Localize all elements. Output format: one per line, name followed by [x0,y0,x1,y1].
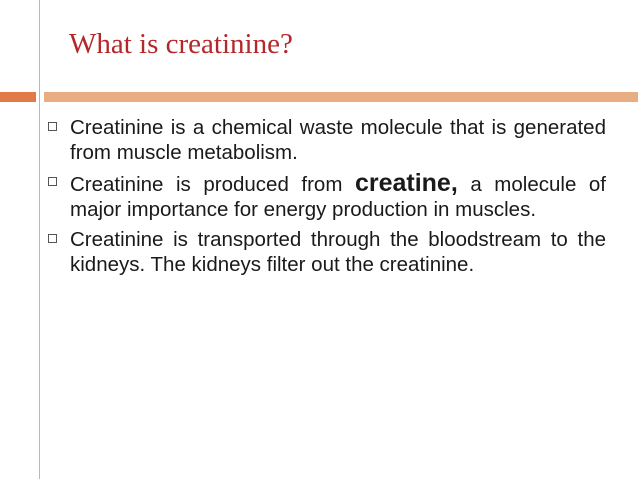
square-bullet-icon [48,234,57,243]
bullet-emphasis: creatine, [354,169,458,197]
vertical-divider-line [39,0,40,479]
bullet-item [48,228,606,277]
bullet-item [48,116,606,165]
square-bullet-icon [48,177,57,186]
slide-title: What is creatinine? [69,28,293,60]
bullet-item [48,171,606,222]
square-bullet-icon [48,122,57,131]
bullet-text: Creatinine is transported through the bloodstream to the kidneys. The kidneys filter out the creatinine. [70,228,606,276]
bullet-text: Creatinine is a chemical waste molecule that is generated from muscle metabolism. [70,116,606,164]
bullet-text-after: a molecule of major importance for energy production in muscles. [70,173,606,221]
accent-bar-left [0,92,36,102]
accent-bar-right [44,92,638,102]
bullet-text-before: Creatinine is produced from [70,173,355,196]
bullet-list [48,116,606,283]
